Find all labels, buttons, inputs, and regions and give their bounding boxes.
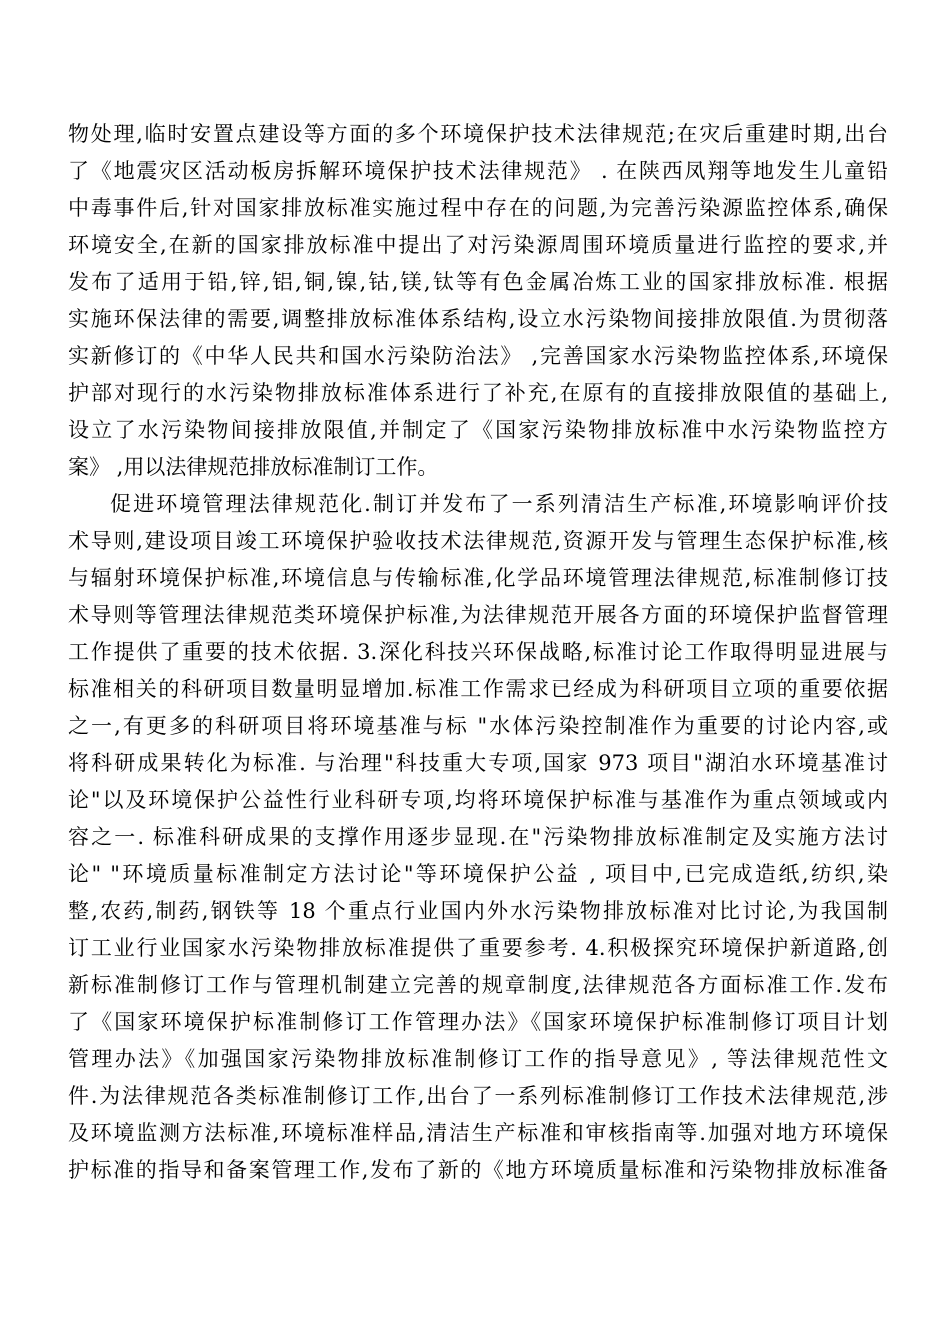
text-line: 术导则等管理法律规范类环境保护标准,为法律规范开展各方面的环境保护监督管理 <box>68 603 888 627</box>
text-line: 论" "环境质量标准制定方法讨论"等环境保护公益 , 项目中,已完成造纸,纺织,染 <box>68 862 888 886</box>
text-line: 订工业行业国家水污染物排放标准提供了重要参考. 4.积极探究环境保护新道路,创 <box>68 936 888 960</box>
text-line: 护标准的指导和备案管理工作,发布了新的《地方环境质量标准和污染物排放标准备 <box>68 1158 888 1182</box>
text-line: 案》 ,用以法律规范排放标准制订工作。 <box>68 455 439 479</box>
text-line: 实新修订的《中华人民共和国水污染防治法》 ,完善国家水污染物监控体系,环境保 <box>68 344 888 368</box>
text-line: 实施环保法律的需要,调整排放标准体系结构,设立水污染物间接排放限值.为贯彻落 <box>68 307 888 331</box>
text-line: 护部对现行的水污染物排放标准体系进行了补充,在原有的直接排放限值的基础上, <box>68 381 888 405</box>
text-line: 发布了适用于铅,锌,铝,铜,镍,钴,镁,钛等有色金属冶炼工业的国家排放标准. 根据 <box>68 270 888 294</box>
text-line: 件.为法律规范各类标准制修订工作,出台了一系列标准制修订工作技术法律规范,涉 <box>68 1084 888 1108</box>
text-line: 物处理,临时安置点建设等方面的多个环境保护技术法律规范;在灾后重建时期,出台 <box>68 122 888 146</box>
text-line: 标准相关的科研项目数量明显增加.标准工作需求已经成为科研项目立项的重要依据 <box>68 677 888 701</box>
text-line: 了《国家环境保护标准制修订工作管理办法》《国家环境保护标准制修订项目计划 <box>68 1010 888 1034</box>
text-line: 设立了水污染物间接排放限值,并制定了《国家污染物排放标准中水污染物监控方 <box>68 418 888 442</box>
text-line: 术导则,建设项目竣工环境保护验收技术法律规范,资源开发与管理生态保护标准,核 <box>68 529 888 553</box>
text-line: 促进环境管理法律规范化.制订并发布了一系列清洁生产标准,环境影响评价技 <box>110 492 888 516</box>
paragraph-2 <box>68 486 888 1189</box>
paragraph-1 <box>68 116 888 486</box>
text-line: 将科研成果转化为标准. 与治理"科技重大专项,国家 973 项目"湖泊水环境基准讨 <box>68 751 888 775</box>
text-line: 与辐射环境保护标准,环境信息与传输标准,化学品环境管理法律规范,标准制修订技 <box>68 566 888 590</box>
text-line: 了《地震灾区活动板房拆解环境保护技术法律规范》 . 在陕西凤翔等地发生儿童铅 <box>68 159 888 183</box>
text-line: 中毒事件后,针对国家排放标准实施过程中存在的问题,为完善污染源监控体系,确保 <box>68 196 888 220</box>
text-line: 环境安全,在新的国家排放标准中提出了对污染源周围环境质量进行监控的要求,并 <box>68 233 888 257</box>
text-line: 论"以及环境保护公益性行业科研专项,均将环境保护标准与基准作为重点领域或内 <box>68 788 888 812</box>
text-line: 工作提供了重要的技术依据. 3.深化科技兴环保战略,标准讨论工作取得明显进展与 <box>68 640 888 664</box>
text-line: 整,农药,制药,钢铁等 18 个重点行业国内外水污染物排放标准对比讨论,为我国制 <box>68 899 888 923</box>
text-line: 新标准制修订工作与管理机制建立完善的规章制度,法律规范各方面标准工作.发布 <box>68 973 888 997</box>
text-line: 之一,有更多的科研项目将环境基准与标 "水体污染控制准作为重要的讨论内容,或 <box>68 714 888 738</box>
text-line: 管理办法》《加强国家污染物排放标准制修订工作的指导意见》, 等法律规范性文 <box>68 1047 888 1071</box>
text-line: 容之一. 标准科研成果的支撑作用逐步显现.在"污染物排放标准制定及实施方法讨 <box>68 825 888 849</box>
text-line: 及环境监测方法标准,环境标准样品,清洁生产标准和审核指南等.加强对地方环境保 <box>68 1121 888 1145</box>
